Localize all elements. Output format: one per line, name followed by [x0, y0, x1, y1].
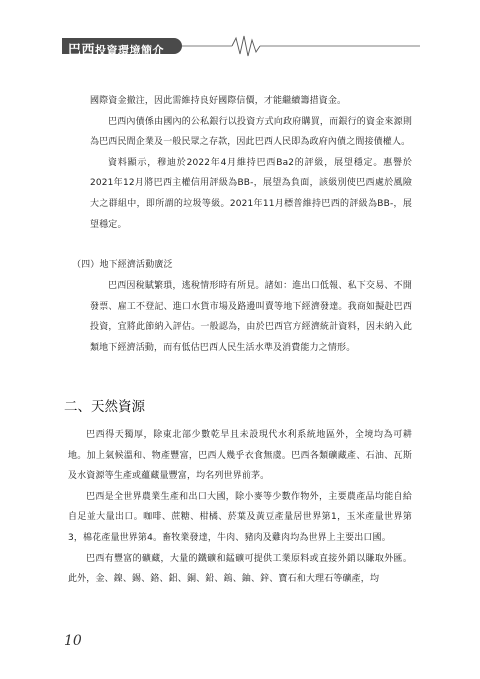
- section1-text-b: [90, 276, 412, 358]
- paragraph-minerals: 巴西有豐富的礦藏，大量的鐵礦和錳礦可提供工業原料或直接外銷以賺取外匯。此外，金、鎳、錫、鉻、鋁、銅、鉛、鎢、鈾、鋅、寶石和大理石等礦產，均: [68, 553, 412, 585]
- page-number: 10: [64, 633, 82, 649]
- section2-text: [68, 425, 412, 590]
- header-title-country: 巴西: [68, 43, 96, 58]
- subheading-underground-economy-wrap: [72, 255, 412, 276]
- section1-text: [90, 91, 412, 235]
- header-title: [68, 39, 164, 58]
- section-title-natural-resources: 二、天然資源: [64, 399, 145, 415]
- paragraph-arable-land: 巴西得天獨厚，除東北部少數乾旱且未設現代水利系統地區外，全境均為可耕地。加上氣候溫和、物產豐富，巴西人幾乎衣食無虞。巴西各類礦藏產、石油、瓦斯及水資源等生產或蘊藏量豐富，均名列世界前茅。: [68, 430, 412, 482]
- paragraph-credit-rating: 資料顯示，穆迪於2022年4月維持巴西Ba2的評級，展望穩定。惠譽於2021年12月將巴西主權信用評級為BB-，展望為負面，該級別使巴西處於風險大之群組中，即所謂的垃圾等級。2021年11月標普維持巴西的評級為BB-，展望穩定。: [90, 157, 412, 230]
- subheading-underground-economy: （四）地下經濟活動廣泛: [72, 260, 173, 270]
- paragraph-underground-economy: 巴西因稅賦繁瑣，逃稅情形時有所見。諸如：進出口低報、私下交易、不開發票、雇工不登記、進口水貨市場及路邊叫賣等地下經濟發達。我商如擬赴巴西投資，宜將此節納入評估。一般認為，由於巴西官方經濟統計資料，因未納入此類地下經濟活動，而有低估巴西人民生活水準及消費能力之情形。: [90, 281, 412, 353]
- paragraph-domestic-debt: 巴西內債係由國內的公私銀行以投資方式向政府購買，而銀行的資金來源則為巴西民間企業及一般民眾之存款，因此巴西人民即為政府內債之間接債權人。: [90, 116, 412, 148]
- paragraph-agriculture: 巴西是全世界農業生產和出口大國，除小麥等少數作物外，主要農產品均能自給自足並大量出口。咖啡、蔗糖、柑橘、菸葉及黃豆產量居世界第1，玉米產量世界第3，棉花產量世界第4。畜牧業發達，牛肉、豬肉及雞肉均為世界上主要出口國。: [68, 491, 412, 543]
- page-header: [0, 34, 480, 62]
- paragraph-continued: 國際資金撤注，因此需維持良好國際信價，才能繼續籌措資金。: [90, 96, 347, 106]
- header-title-rest: 投資環境簡介: [95, 44, 165, 57]
